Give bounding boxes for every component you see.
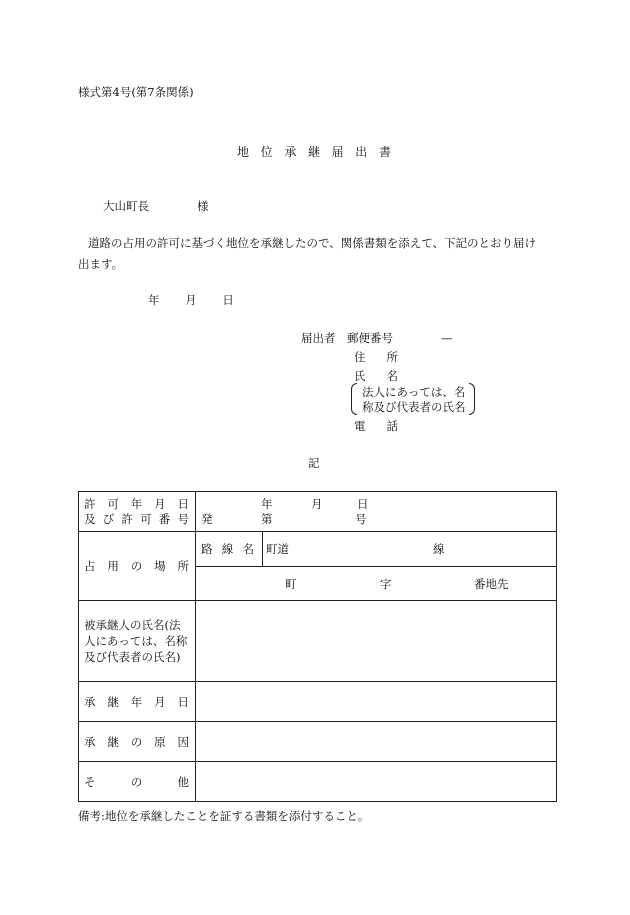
document-title [237,145,391,159]
title-char: 承 [284,145,297,159]
title-char: 地 [237,145,250,159]
notifier-label: 届出者 [301,331,336,345]
ki-heading: 記 [308,456,320,470]
occupancy-place-label: 占 用 の 場 所 [84,559,189,573]
left-bracket [351,383,357,415]
date-year: 年 [148,293,160,307]
title-char: 書 [378,145,391,159]
address-label [354,350,398,364]
corporate-note-line-1: 法人にあっては、名 [362,385,466,399]
route-suffix: 線 [433,542,445,556]
title-char: 出 [355,145,368,159]
vertical-rule [195,492,196,801]
phone-label [354,419,398,433]
postal-label: 郵便番号 [347,331,393,345]
predecessor-label-line-2: 人にあっては、名称 [84,634,188,648]
label-char: 名 [386,369,398,383]
postal-dash: — [441,331,453,345]
name-label [354,369,398,383]
permit-day-field: 日 [357,497,369,511]
recipient-honorific: 様 [197,199,209,213]
row-rule [79,761,556,762]
label-char: 電 [354,419,366,433]
other-label: そ の 他 [84,775,189,789]
succession-date-label: 承 継 年 月 日 [84,695,189,709]
form-code: 様式第4号(第7条関係) [78,85,194,99]
permit-month-field: 月 [311,497,323,511]
body-line-1: 道路の占用の許可に基づく地位を承継したので、関係書類を添えて、下記のとおり届け [88,236,537,250]
body-line-2: 出ます。 [78,257,124,271]
permit-date-label: 許 可 年 月 日 [84,497,189,511]
row-rule [79,681,556,682]
permit-issue-field: 発 [201,512,213,526]
permit-year-field: 年 [261,497,273,511]
sub-row-rule [195,566,556,567]
recipient-name: 大山町長 [103,199,149,213]
label-char: 氏 [354,369,366,383]
route-value: 町道 [266,542,289,556]
remarks-note: 備考:地位を承継したことを証する書類を添付すること。 [78,809,370,823]
permit-number-label: 及 び 許 可 番 号 [84,512,189,526]
date-day: 日 [222,293,234,307]
location-lot: 番地先 [474,577,509,591]
date-month: 月 [185,293,197,307]
title-char: 位 [260,145,273,159]
title-char: 届 [331,145,344,159]
corporate-note-line-2: 称及び代表者の氏名 [362,400,466,414]
label-char: 話 [386,419,398,433]
permit-number-suffix: 号 [355,512,367,526]
details-table [78,491,557,802]
route-name-label: 路 線 名 [201,542,254,556]
location-aza: 字 [380,577,392,591]
row-rule [79,721,556,722]
label-char: 所 [386,350,398,364]
permit-number-prefix: 第 [261,512,273,526]
row-rule [79,531,556,532]
title-char: 継 [307,145,320,159]
right-bracket [469,383,475,415]
label-char: 住 [354,350,366,364]
predecessor-label-line-3: 及び代表者の氏名) [84,650,181,664]
corporate-note-bracket [351,383,475,415]
date-line [148,293,234,307]
succession-reason-label: 承 継 の 原 因 [84,735,189,749]
row-rule [79,600,556,601]
sub-column-rule [262,531,263,566]
predecessor-label-line-1: 被承継人の氏名(法 [84,618,181,632]
location-town: 町 [285,577,297,591]
